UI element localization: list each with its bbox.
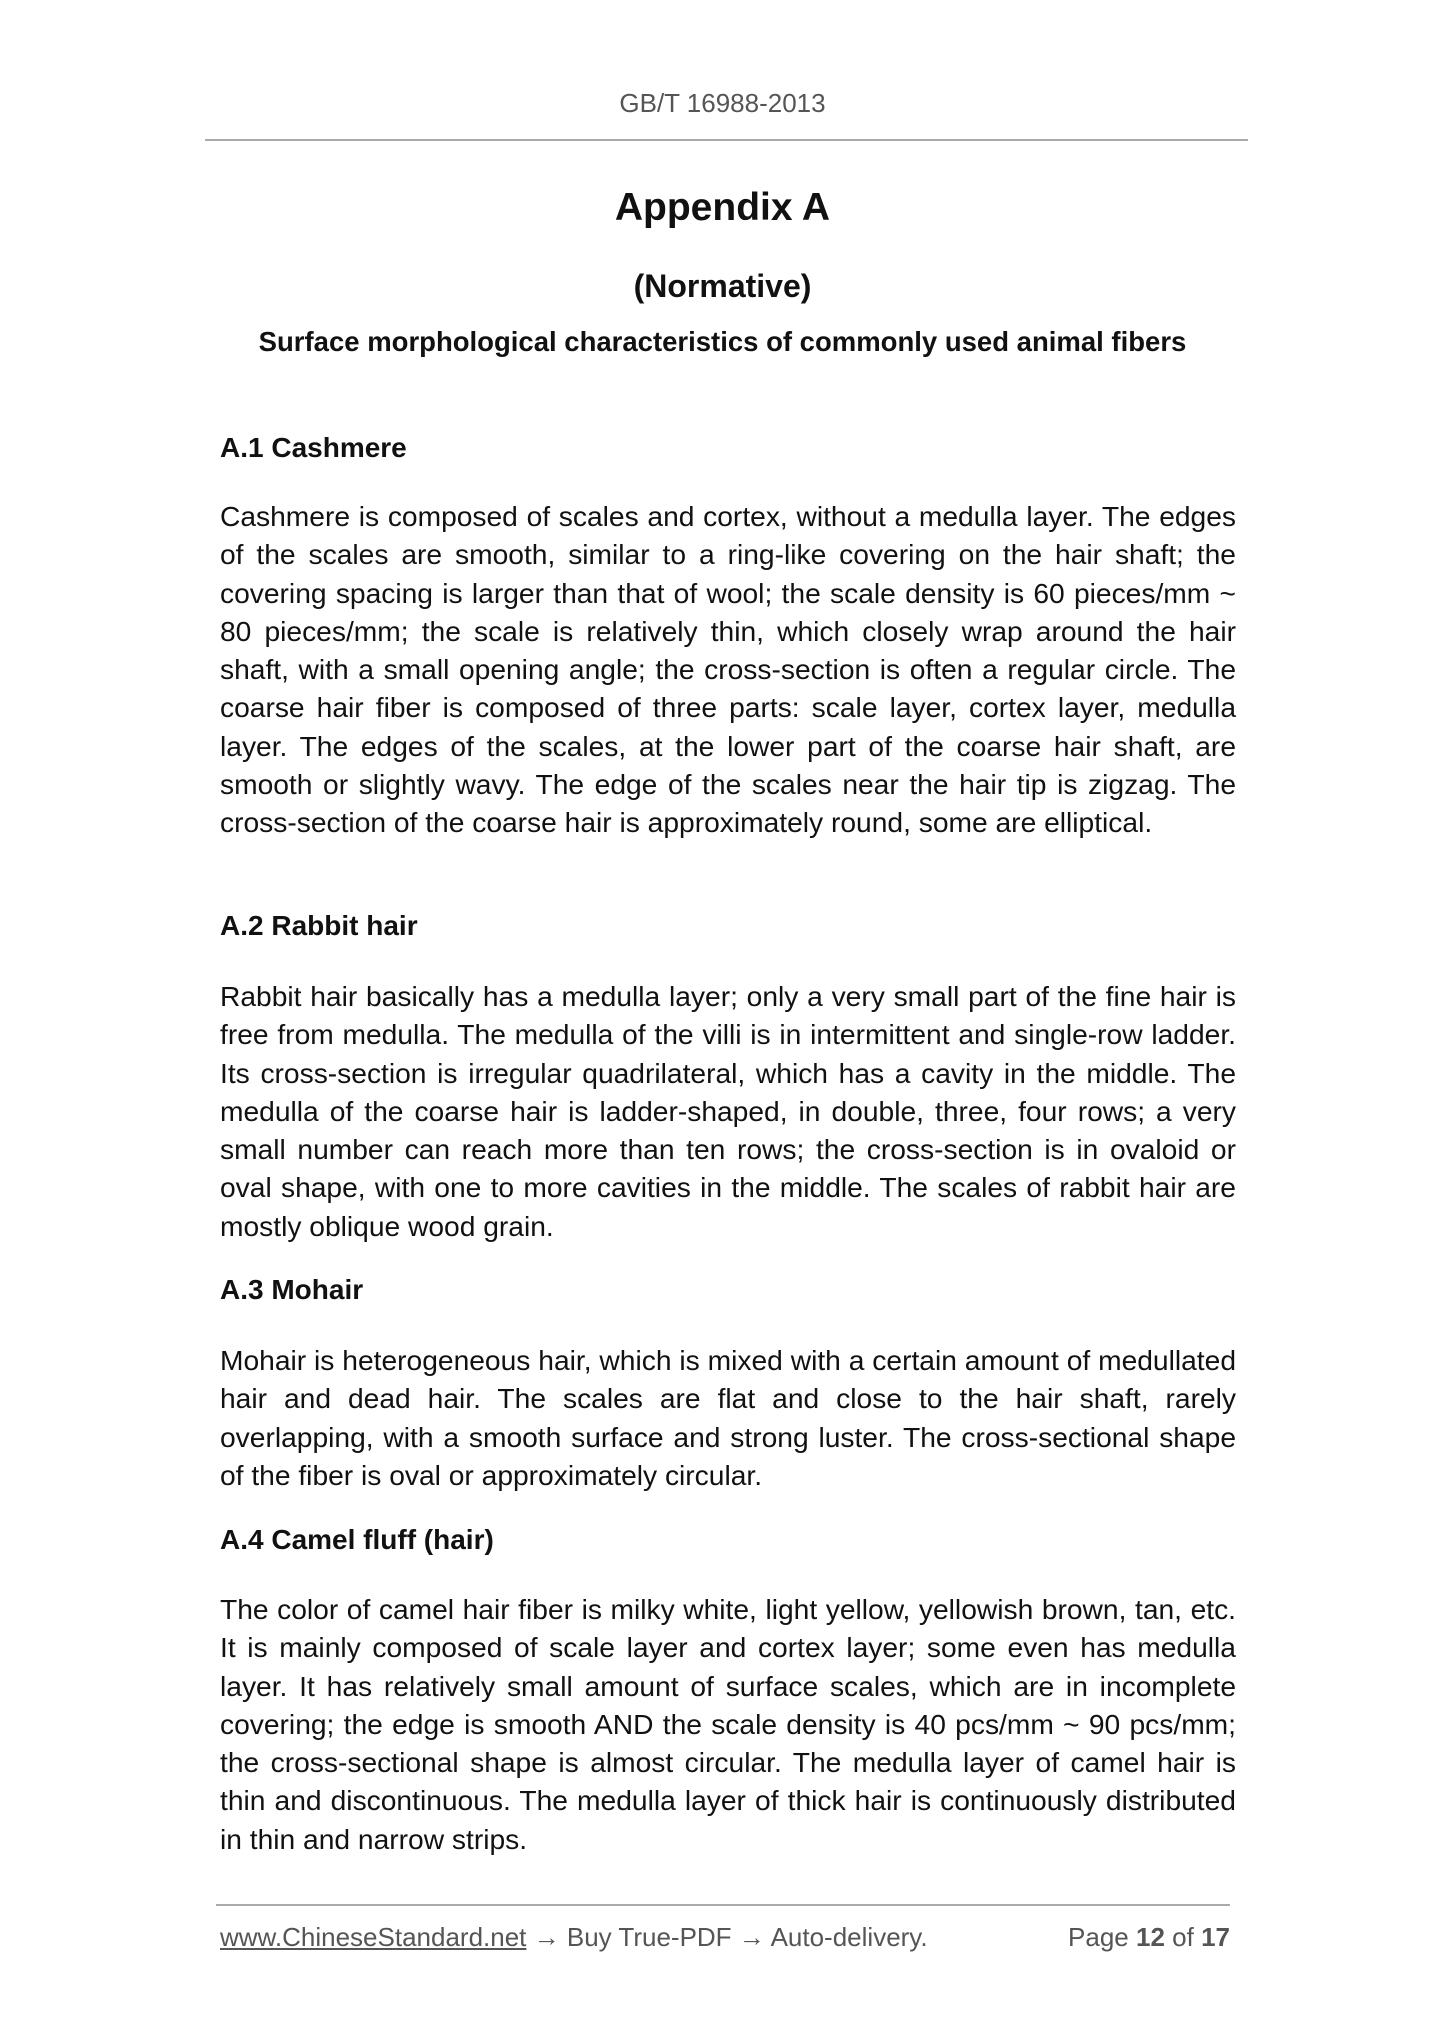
- section-text-a4: The color of camel hair fiber is milky white, light yellow, yellowish brown, tan, etc. It is mainly composed of scale layer and cortex layer; some even has medulla layer. It has relatively small amount of surface scales, which are in incomplete covering; the edge is smooth AND the scale density is 40 pcs/mm ~ 90 pcs/mm; the cross-sectional shape is almost circular. The medulla layer of camel hair is thin and discontinuous. The medulla layer of thick hair is continuously distributed in thin and narrow strips.: [220, 1593, 1236, 1855]
- appendix-title: Appendix A: [614, 186, 831, 229]
- footer-divider: [216, 1904, 1230, 1906]
- page-total: 17: [1201, 1922, 1230, 1952]
- section-heading-a2: A.2 Rabbit hair: [220, 910, 418, 941]
- page-indicator: [1068, 1922, 1230, 1953]
- page-label: Page: [1068, 1922, 1129, 1952]
- document-id-header: GB/T 16988-2013: [619, 88, 826, 118]
- section-heading-a4: A.4 Camel fluff (hair): [220, 1524, 494, 1555]
- footer: [220, 1922, 1230, 1953]
- promo-text: → Buy True-PDF → Auto-delivery.: [526, 1922, 928, 1952]
- section-text-a3: Mohair is heterogeneous hair, which is mixed with a certain amount of medullated hair and dead hair. The scales are flat and close to the hair shaft, rarely overlapping, with a smooth surface and strong luster. The cross-sectional shape of the fiber is oval or approximately circular.: [220, 1344, 1236, 1491]
- appendix-subtitle: Surface morphological characteristics of commonly used animal fibers: [258, 326, 1187, 357]
- website-link[interactable]: www.ChineseStandard.net: [220, 1922, 527, 1952]
- footer-promo: [220, 1922, 928, 1953]
- section-text-a1: Cashmere is composed of scales and cortex, without a medulla layer. The edges of the scales are smooth, similar to a ring-like covering on the hair shaft; the covering spacing is larger than that of wool; the scale density is 60 pieces/mm ~ 80 pieces/mm; the scale is relatively thin, which closely wrap around the hair shaft, with a small opening angle; the cross-section is often a regular circle. The coarse hair fiber is composed of three parts: scale layer, cortex layer, medulla layer. The edges of the scales, at the lower part of the coarse hair shaft, are smooth or slightly wavy. The edge of the scales near the hair tip is zigzag. The cross-section of the coarse hair is approximately round, some are elliptical.: [220, 500, 1236, 839]
- of-label: of: [1172, 1922, 1194, 1952]
- header-divider: [205, 139, 1248, 141]
- section-text-a2: Rabbit hair basically has a medulla layer; only a very small part of the fine hair is free from medulla. The medulla of the villi is in intermittent and single-row ladder. Its cross-section is irregular quadrilateral, which has a cavity in the middle. The medulla of the coarse hair is ladder-shaped, in double, three, four rows; a very small number can reach more than ten rows; the cross-section is in ovaloid or oval shape, with one to more cavities in the middle. The scales of rabbit hair are mostly oblique wood grain.: [220, 980, 1236, 1242]
- page-current: 12: [1136, 1922, 1165, 1952]
- appendix-type: (Normative): [633, 268, 812, 304]
- section-heading-a1: A.1 Cashmere: [220, 432, 407, 463]
- section-heading-a3: A.3 Mohair: [220, 1274, 364, 1305]
